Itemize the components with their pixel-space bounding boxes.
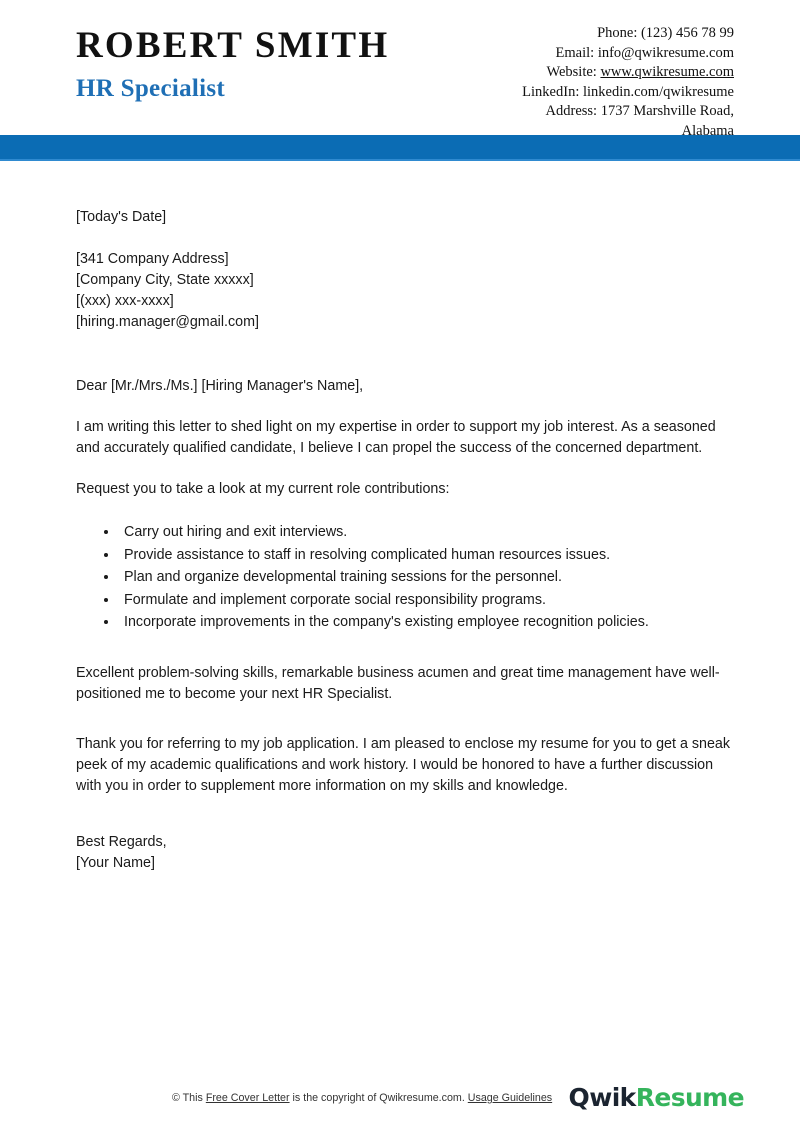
logo-text-qwik: Qwik	[568, 1083, 636, 1112]
contact-phone: Phone: (123) 456 78 99	[597, 25, 734, 41]
recipient-address: [341 Company Address]	[76, 251, 229, 267]
contact-block	[522, 22, 734, 141]
list-item: Carry out hiring and exit interviews.	[76, 521, 734, 544]
copyright-prefix: © This	[172, 1092, 206, 1104]
signoff-greeting: Best Regards,	[76, 833, 167, 850]
logo-text-resume: Resume	[635, 1083, 744, 1112]
signoff-name: [Your Name]	[76, 855, 155, 871]
recipient-email: [hiring.manager@gmail.com]	[76, 314, 259, 330]
list-item: Plan and organize developmental training sessions for the personnel.	[76, 566, 734, 589]
signoff-block	[76, 832, 734, 875]
recipient-phone: [(xxx) xxx-xxxx]	[76, 293, 174, 309]
job-title: HR Specialist	[76, 75, 226, 102]
free-cover-letter-link[interactable]: Free Cover Letter	[205, 1092, 290, 1104]
identity-block	[76, 22, 389, 104]
contact-website	[522, 63, 734, 83]
salutation: Dear [Mr./Mrs./Ms.] [Hiring Manager's Name],	[76, 378, 364, 394]
list-item: Provide assistance to staff in resolving complicated human resources issues.	[76, 544, 734, 567]
contact-address-line2: Alabama	[681, 122, 734, 139]
list-item: Incorporate improvements in the company's existing employee recognition policies.	[76, 611, 734, 634]
usage-guidelines-link[interactable]: Usage Guidelines	[467, 1092, 553, 1104]
paragraph-closing: Thank you for referring to my job application. I am pleased to enclose my resume for you to get a sneak peek of my academic qualifications and work history. I would be honored to have a further discussion with you in order to supplement more information on my skills and knowledge.	[76, 735, 731, 794]
contact-website-link[interactable]: www.qwikresume.com	[600, 64, 734, 80]
contact-address-line1: Address: 1737 Marshville Road,	[545, 103, 734, 119]
qwikresume-logo	[569, 1084, 744, 1112]
copyright-notice	[172, 1091, 552, 1105]
letter-header	[0, 0, 800, 139]
paragraph-intro: I am writing this letter to shed light on my expertise in order to support my job interest. As a seasoned and accurately qualified candidate, I believe I can propel the success of the concerned department.	[76, 419, 716, 456]
contact-linkedin: LinkedIn: linkedin.com/qwikresume	[522, 83, 734, 100]
list-item: Formulate and implement corporate social responsibility programs.	[76, 589, 734, 612]
paragraph-skills: Excellent problem-solving skills, remarkable business acumen and great time management have well-positioned me to become your next HR Specialist.	[76, 664, 720, 702]
recipient-block	[76, 249, 734, 333]
letter-body	[0, 161, 800, 875]
contact-email: Email: info@qwikresume.com	[555, 44, 734, 61]
copyright-middle: is the copyright of Qwikresume.com.	[289, 1092, 468, 1104]
contact-website-label: Website:	[546, 64, 601, 80]
page-footer	[0, 1075, 800, 1121]
contributions-list	[76, 521, 734, 634]
page-title: ROBERT SMITH	[76, 25, 390, 66]
recipient-city-state: [Company City, State xxxxx]	[76, 272, 254, 288]
bullets-intro: Request you to take a look at my current role contributions:	[76, 481, 450, 497]
letter-date: [Today's Date]	[76, 209, 167, 225]
